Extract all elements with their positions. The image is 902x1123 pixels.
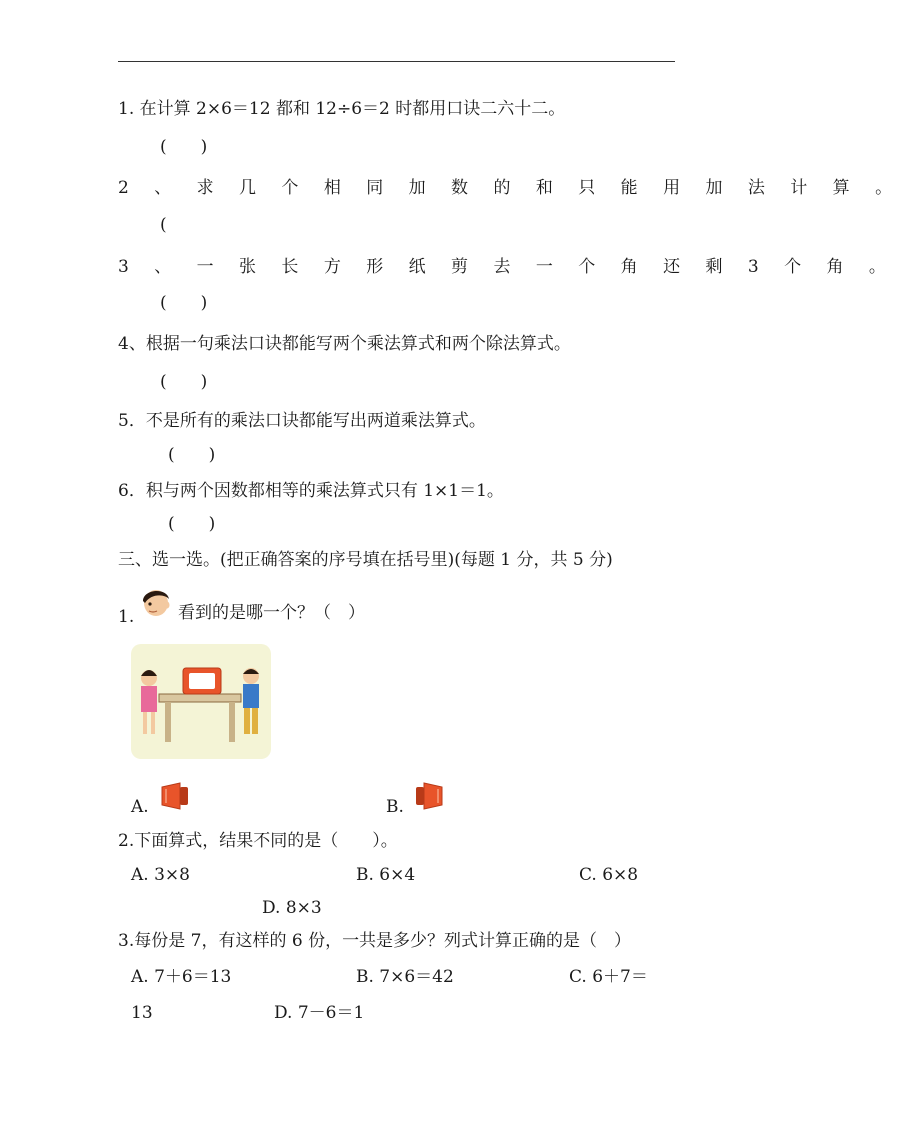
question-2-answer-paren[interactable]: (	[160, 215, 167, 235]
question-4-text: 4、根据一句乘法口诀都能写两个乘法算式和两个除法算式。	[118, 334, 571, 354]
question-5-text: 5．不是所有的乘法口诀都能写出两道乘法算式。	[118, 411, 486, 431]
choice-3-option-a[interactable]: A. 7＋6＝13	[131, 967, 232, 987]
question-6-answer-paren[interactable]: ( )	[168, 514, 216, 534]
choice-1-question: 看到的是哪一个？（ ）	[178, 603, 365, 623]
question-1-answer-paren[interactable]: ( )	[160, 137, 208, 157]
question-2-text: 2 、 求 几 个 相 同 加 数 的 和 只 能 用 加 法 计 算 。	[118, 178, 902, 198]
question-1-text: 1. 在计算 2×6＝12 都和 12÷6＝2 时都用口诀二六十二。	[118, 99, 566, 119]
choice-3-option-b[interactable]: B. 7×6＝42	[356, 967, 454, 987]
tv-side-view-b-icon[interactable]	[414, 781, 446, 811]
header-rule	[118, 61, 675, 62]
scene-drawing	[131, 644, 271, 759]
tv-side-view-a-icon[interactable]	[158, 781, 190, 811]
question-4-answer-paren[interactable]: ( )	[160, 372, 208, 392]
choice-1-number: 1.	[118, 607, 135, 627]
choice-3-option-c-continued: 13	[131, 1003, 153, 1023]
choice-2-option-b[interactable]: B. 6×4	[356, 865, 416, 885]
choice-2-question: 2.下面算式，结果不同的是（ ）。	[118, 831, 398, 851]
question-3-answer-paren[interactable]: ( )	[160, 293, 208, 313]
tv-table-scene-illustration	[131, 644, 271, 759]
question-5-answer-paren[interactable]: ( )	[168, 445, 216, 465]
choice-1-option-a-label[interactable]: A.	[131, 797, 149, 817]
section-3-title: 三、选一选。(把正确答案的序号填在括号里)(每题 1 分，共 5 分)	[118, 550, 613, 570]
choice-2-option-a[interactable]: A. 3×8	[131, 865, 190, 885]
choice-3-question: 3.每份是 7，有这样的 6 份，一共是多少？列式计算正确的是（ ）	[118, 931, 632, 951]
boy-avatar-icon	[137, 583, 173, 619]
choice-3-option-d[interactable]: D. 7－6＝1	[274, 1003, 365, 1023]
choice-2-option-c[interactable]: C. 6×8	[579, 865, 639, 885]
choice-3-option-c[interactable]: C. 6＋7＝	[569, 967, 648, 987]
choice-2-option-d[interactable]: D. 8×3	[262, 898, 322, 918]
choice-1-option-b-label[interactable]: B.	[386, 797, 404, 817]
question-6-text: 6．积与两个因数都相等的乘法算式只有 1×1＝1。	[118, 481, 504, 501]
question-3-text: 3 、 一 张 长 方 形 纸 剪 去 一 个 角 还 剩 3 个 角 。	[118, 257, 896, 277]
